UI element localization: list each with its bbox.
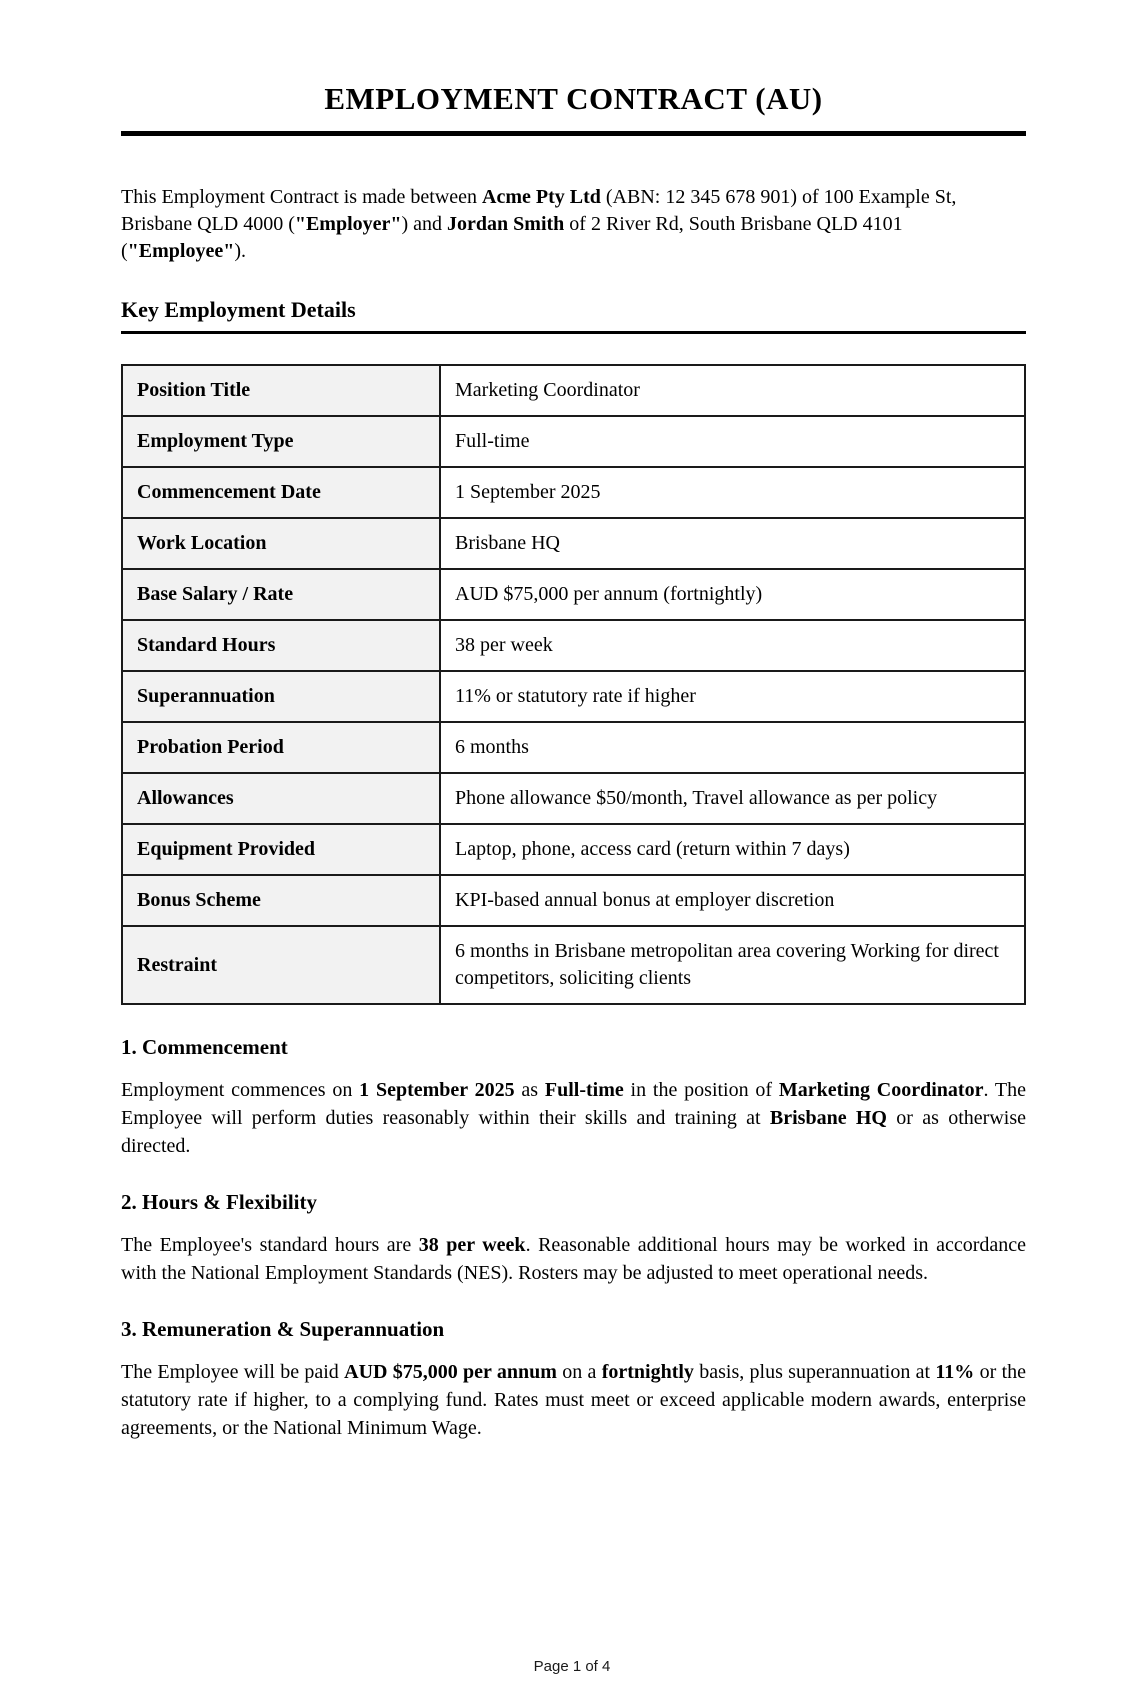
row-value-cell: 6 months	[440, 722, 1025, 773]
table-row	[122, 569, 1025, 620]
table-row	[122, 671, 1025, 722]
section-paragraph: Employment commences on 1 September 2025 as Full-time in the position of Marketing Coordinator. The Employee will perform duties reasonably within their skills and training at Brisbane HQ or as otherwise directed.	[121, 1079, 1026, 1157]
table-row	[122, 824, 1025, 875]
key-details-divider	[121, 331, 1026, 334]
section-heading: 2. Hours & Flexibility	[121, 1190, 317, 1214]
table-row	[122, 722, 1025, 773]
table-row	[122, 926, 1025, 1004]
key-details-heading: Key Employment Details	[121, 297, 356, 322]
table-row	[122, 467, 1025, 518]
section-remuneration-superannuation	[121, 1317, 1026, 1442]
page-number: Page 1 of 4	[533, 1658, 611, 1675]
row-label-cell: Employment Type	[122, 416, 440, 467]
section-heading: 3. Remuneration & Superannuation	[121, 1317, 445, 1341]
row-value-cell: Phone allowance $50/month, Travel allowance as per policy	[440, 773, 1025, 824]
title-divider	[121, 131, 1026, 136]
row-label-cell: Position Title	[122, 365, 440, 416]
row-label-cell: Equipment Provided	[122, 824, 440, 875]
section-commencement	[121, 1035, 1026, 1160]
row-value-cell: Brisbane HQ	[440, 518, 1025, 569]
contract-page	[0, 80, 1144, 1689]
row-value-cell: Full-time	[440, 416, 1025, 467]
intro-paragraph: This Employment Contract is made between Acme Pty Ltd (ABN: 12 345 678 901) of 100 Example St, Brisbane QLD 4000 ("Employer") and Jordan Smith of 2 River Rd, South Brisbane QLD 4101 ("Employee").	[121, 186, 957, 262]
row-label-cell: Superannuation	[122, 671, 440, 722]
row-value-cell: AUD $75,000 per annum (fortnightly)	[440, 569, 1025, 620]
section-paragraph: The Employee's standard hours are 38 per week. Reasonable additional hours may be worked in accordance with the National Employment Standards (NES). Rosters may be adjusted to meet operational needs.	[121, 1234, 1026, 1284]
table-row	[122, 875, 1025, 926]
row-value-cell: KPI-based annual bonus at employer discretion	[440, 875, 1025, 926]
section-heading: 1. Commencement	[121, 1035, 288, 1059]
table-row	[122, 518, 1025, 569]
row-label-cell: Probation Period	[122, 722, 440, 773]
row-value-cell: 11% or statutory rate if higher	[440, 671, 1025, 722]
table-row	[122, 416, 1025, 467]
table-row	[122, 620, 1025, 671]
row-value-cell: Marketing Coordinator	[440, 365, 1025, 416]
row-label-cell: Allowances	[122, 773, 440, 824]
section-hours-flexibility	[121, 1190, 1026, 1287]
row-label-cell: Commencement Date	[122, 467, 440, 518]
table-row	[122, 365, 1025, 416]
row-value-cell: 38 per week	[440, 620, 1025, 671]
row-label-cell: Standard Hours	[122, 620, 440, 671]
page-title: EMPLOYMENT CONTRACT (AU)	[324, 81, 823, 116]
table-row	[122, 773, 1025, 824]
section-paragraph: The Employee will be paid AUD $75,000 per annum on a fortnightly basis, plus superannuation at 11% or the statutory rate if higher, to a complying fund. Rates must meet or exceed applicable modern awards, enterprise agreements, or the National Minimum Wage.	[121, 1361, 1027, 1439]
row-value-cell: Laptop, phone, access card (return within 7 days)	[440, 824, 1025, 875]
key-details-table	[121, 364, 1026, 1005]
row-label-cell: Base Salary / Rate	[122, 569, 440, 620]
row-label-cell: Work Location	[122, 518, 440, 569]
row-label-cell: Restraint	[122, 926, 440, 1004]
row-label-cell: Bonus Scheme	[122, 875, 440, 926]
row-value-cell: 6 months in Brisbane metropolitan area covering Working for direct competitors, soliciting clients	[440, 926, 1025, 1004]
row-value-cell: 1 September 2025	[440, 467, 1025, 518]
